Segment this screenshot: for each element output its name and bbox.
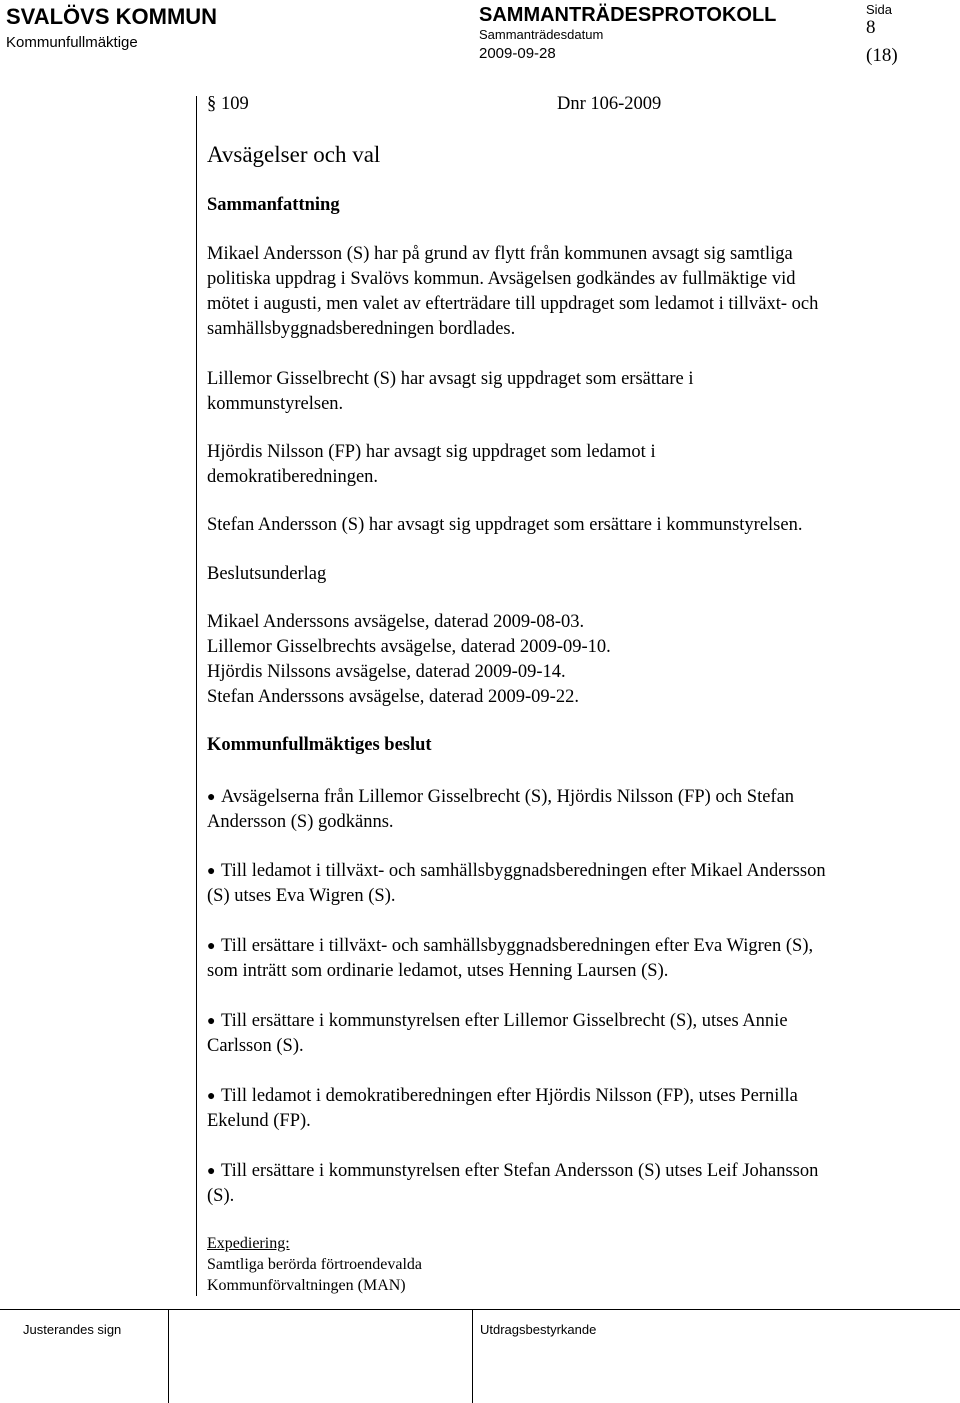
decision-bullet: ● Till ledamot i tillväxt- och samhällsbyggnadsberedningen efter Mikael Andersson (S) utses Eva Wigren (S). [207,861,826,906]
decision-bullet: ● Till ersättare i tillväxt- och samhällsbyggnadsberedningen efter Eva Wigren (S), som inträtt som ordinarie ledamot, utses Henning Laursen (S). [207,936,814,981]
footer-divider [168,1309,169,1403]
list-item: Stefan Anderssons avsägelse, daterad 2009-09-22. [207,687,579,707]
department-name: Kommunfullmäktige [6,34,138,51]
text-line: Mikael Andersson (S) har på grund av flytt från kommunen avsagt sig samtliga [207,244,793,264]
bullet-icon: ● [207,939,216,954]
decision-heading: Kommunfullmäktiges beslut [207,735,432,755]
page-label: Sida [866,2,893,17]
list-item: Lillemor Gisselbrechts avsägelse, daterad 2009-09-10. [207,637,611,657]
page-total: (18) [866,45,898,66]
decision-bullet: ● Till ersättare i kommunstyrelsen efter Stefan Andersson (S) utses Leif Johansson (S). [207,1161,819,1206]
item-number: 109 [221,94,249,114]
bullet-icon: ● [207,864,216,879]
recipient: Samtliga berörda förtroendevalda [207,1256,423,1273]
decision-bullet: ● Till ledamot i demokratiberedningen efter Hjördis Nilsson (FP), utses Pernilla Ekelund (FP). [207,1086,798,1131]
list-item: Hjördis Nilssons avsägelse, daterad 2009-09-14. [207,662,566,682]
item-title: Avsägelser och val [207,142,381,167]
expediting-block [207,1233,932,1296]
decision-bullet: ● Avsägelserna från Lillemor Gisselbrecht (S), Hjördis Nilsson (FP) och Stefan Andersson (S) godkänns. [207,787,795,832]
page-number: 8 [866,17,876,38]
meeting-date-label: Sammanträdesdatum [479,27,604,42]
footer-divider [472,1309,473,1403]
text-line: Stefan Andersson (S) har avsagt sig uppdraget som ersättare i kommunstyrelsen. [207,515,803,535]
meeting-date: 2009-09-28 [479,45,556,62]
bullet-icon: ● [207,790,216,805]
summary-heading: Sammanfattning [207,195,340,215]
text-line: samhällsbyggnadsberedningen bordlades. [207,319,516,339]
summary-paragraph-3 [207,440,932,490]
organization-name: SVALÖVS KOMMUN [6,4,218,29]
paragraph-symbol: § [207,94,217,114]
document-type: SAMMANTRÄDESPROTOKOLL [479,4,777,26]
expediting-label: Expediering: [207,1235,290,1252]
text-line: Hjördis Nilsson (FP) har avsagt sig uppdraget som ledamot i [207,442,656,462]
text-line: demokratiberedningen. [207,467,379,487]
summary-paragraph-2 [207,367,932,417]
footer-rule [0,1309,960,1310]
margin-rule [196,96,197,1296]
basis-heading: Beslutsunderlag [207,564,327,584]
list-item: Mikael Anderssons avsägelse, daterad 2009-08-03. [207,612,585,632]
recipient: Kommunförvaltningen (MAN) [207,1277,406,1294]
text-line: politiska uppdrag i Svalövs kommun. Avsägelsen godkändes av fullmäktige vid [207,269,796,289]
bullet-icon: ● [207,1164,216,1179]
extract-certification-label: Utdragsbestyrkande [480,1322,597,1337]
bullet-icon: ● [207,1089,216,1104]
text-line: kommunstyrelsen. [207,394,344,414]
summary-paragraph-4 [207,513,932,538]
summary-paragraph-1 [207,242,932,342]
diary-number: Dnr 106-2009 [557,94,662,114]
text-line: mötet i augusti, men valet av efterträdare till uppdraget som ledamot i tillväxt- och [207,294,819,314]
text-line: Lillemor Gisselbrecht (S) har avsagt sig uppdraget som ersättare i [207,369,694,389]
decision-bullet: ● Till ersättare i kommunstyrelsen efter Lillemor Gisselbrecht (S), utses Annie Carlsson (S). [207,1011,788,1056]
adjuster-signature-label: Justerandes sign [23,1322,122,1337]
bullet-icon: ● [207,1014,216,1029]
basis-list [207,610,932,710]
